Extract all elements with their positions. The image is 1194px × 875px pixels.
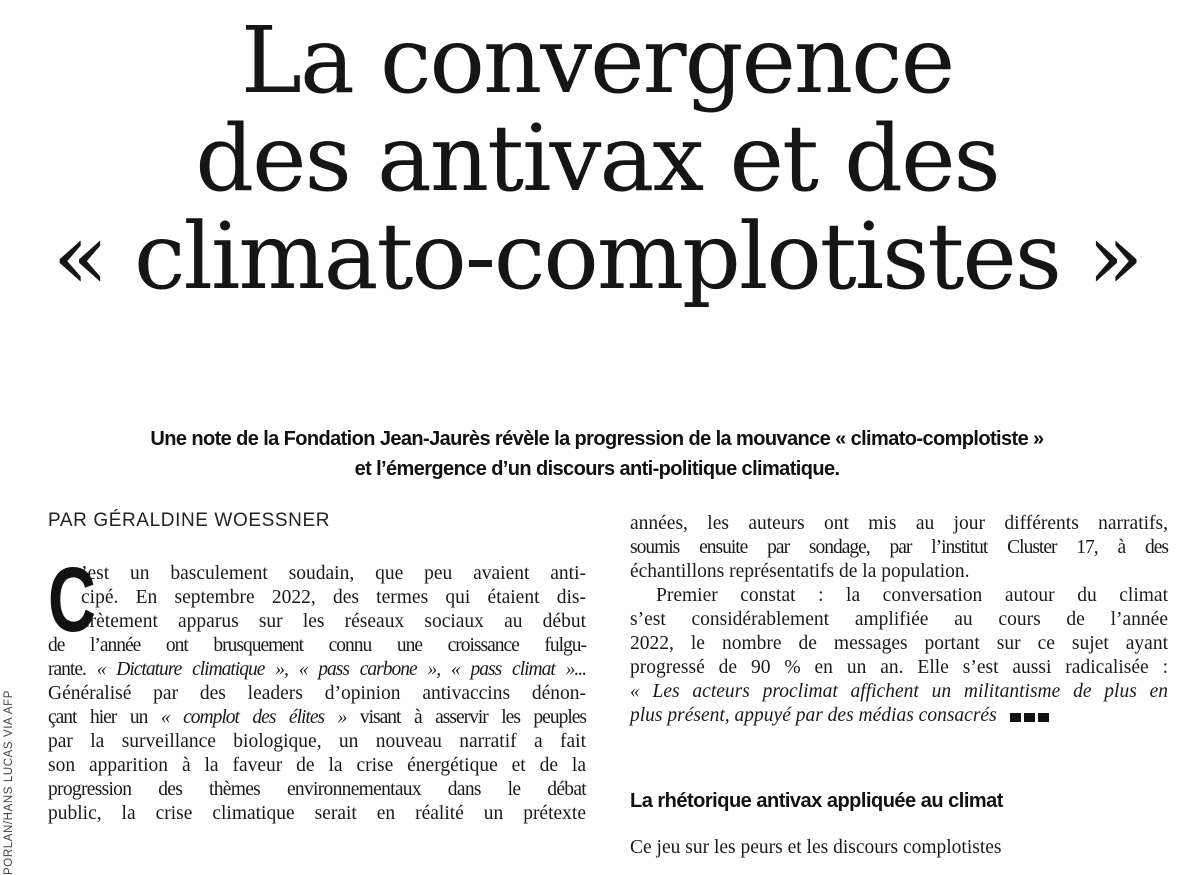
body-line: « Les acteurs proclimat affichent un militantisme de plus en (630, 681, 1168, 702)
body-line: 2022, le nombre de messages portant sur ce sujet ayant (630, 633, 1168, 654)
body-line: son apparition à la faveur de la crise énergétique et de la (48, 755, 586, 776)
body-text: visant à asservir les peuples (346, 707, 587, 728)
quoted-terms: « complot des élites » (160, 707, 347, 728)
byline: PAR GÉRALDINE WOESSNER (48, 510, 331, 531)
headline (0, 7, 1194, 310)
body-line (48, 706, 586, 730)
body-line: s’est considérablement amplifiée au cours de l’année (630, 609, 1168, 630)
body-line: public, la crise climatique serait en réalité un prétexte (48, 803, 586, 824)
standfirst-line-1: Une note de la Fondation Jean-Jaurès révèle la progression de la mouvance « climato-complotiste » (150, 428, 1044, 450)
headline-line-1: La convergence (240, 7, 954, 114)
photo-credit (1, 655, 21, 875)
drop-cap: C (48, 549, 96, 651)
body-line: de l’année ont brusquement connu une croissance fulgu- (48, 635, 586, 656)
body-line: crètement apparus sur les réseaux sociaux au début (81, 611, 586, 632)
body-text: çant hier un (48, 707, 161, 728)
body-line: progression des thèmes environnementaux dans le débat (48, 779, 586, 800)
article-column-right (630, 512, 1168, 728)
body-line: Généralisé par des leaders d’opinion antivaccins dénon- (48, 683, 586, 704)
body-line: progressé de 90 % en un an. Elle s’est aussi radicalisée : (630, 657, 1168, 678)
body-line: échantillons représentatifs de la population. (630, 561, 970, 582)
headline-line-2: des antivax et des (195, 105, 999, 212)
body-line: années, les auteurs ont mis au jour différents narratifs, (630, 513, 1168, 534)
standfirst (60, 424, 1134, 484)
quoted-terms: « Dictature climatique », « pass carbone », « pass climat »... (96, 659, 586, 680)
continuation-mark-icon (1010, 705, 1052, 729)
standfirst-line-2: et l’émergence d’un discours anti-politique climatique. (354, 458, 840, 480)
body-line: cipé. En septembre 2022, des termes qui étaient dis- (81, 587, 586, 608)
body-text: rante. (48, 659, 97, 680)
section-subheading: La rhétorique antivax appliquée au climat (630, 790, 1003, 812)
body-text: plus présent, appuyé par des médias consacrés (630, 705, 997, 726)
body-line (48, 658, 586, 682)
body-line: Ce jeu sur les peurs et les discours complotistes (630, 837, 1002, 858)
article-column-left (48, 549, 587, 824)
photo-credit-text: PORLAN/HANS LUCAS VIA AFP (3, 689, 15, 875)
body-line (630, 704, 1168, 728)
headline-line-3: « climato-complotistes » (52, 203, 1142, 310)
body-line: Premier constat : la conversation autour du climat (656, 585, 1168, 606)
body-line: soumis ensuite par sondage, par l’institut Cluster 17, à des (630, 537, 1168, 558)
body-line: par la surveillance biologique, un nouveau narratif a fait (48, 731, 586, 752)
body-line: ’est un basculement soudain, que peu avaient anti- (81, 563, 586, 584)
